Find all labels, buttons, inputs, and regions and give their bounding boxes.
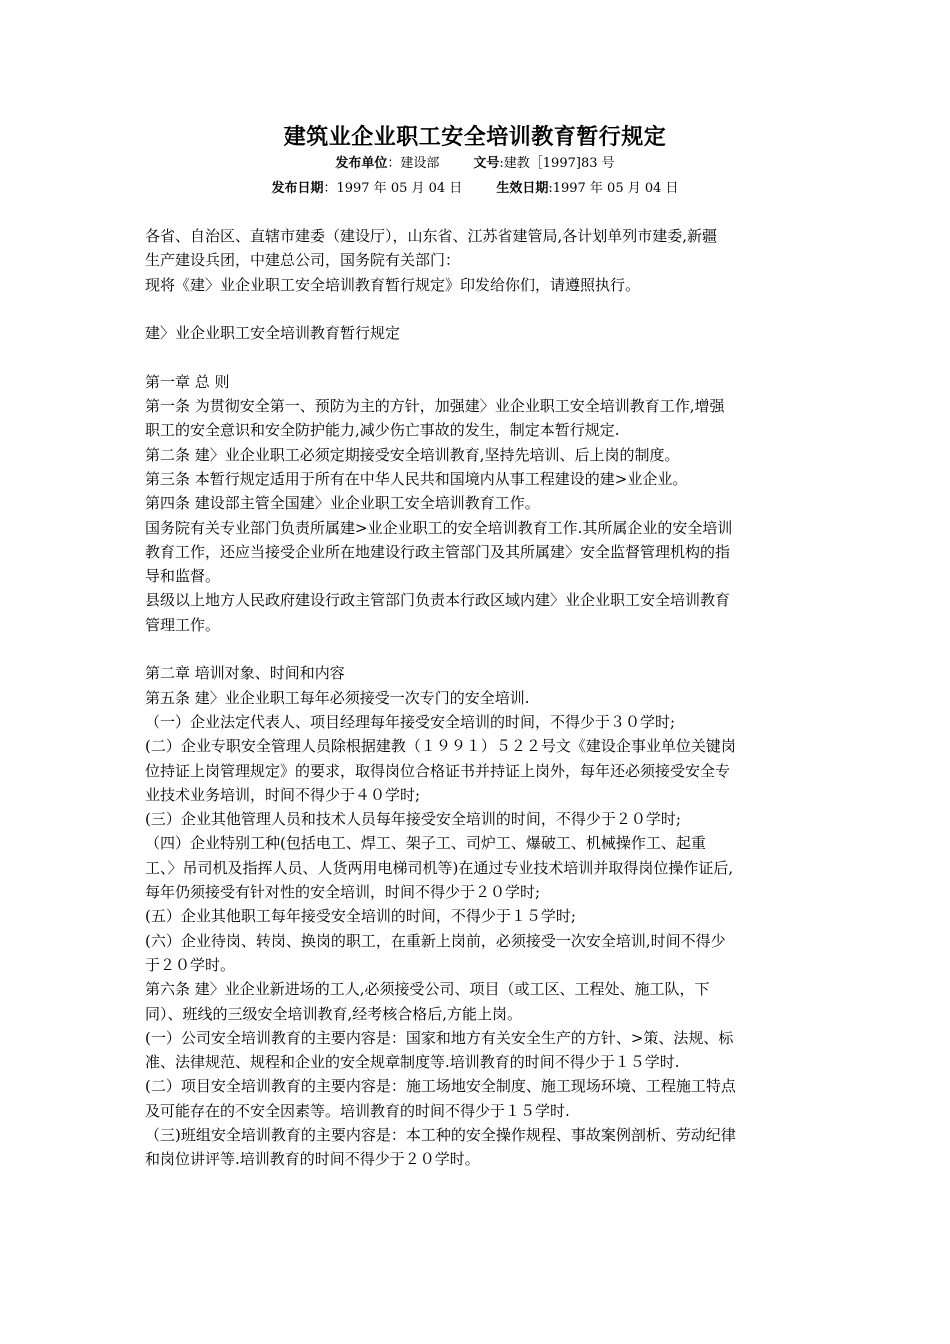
effdate-value: :1997 年 05 月 04 日 (548, 181, 679, 196)
text-line: 位持证上岗管理规定》的要求，取得岗位合格证书并持证上岗外，每年还必须接受安全专 (145, 761, 731, 780)
text-line: (二）企业专职安全管理人员除根据建教（１９９１）５２２号文《建设企事业单位关键岗 (145, 737, 736, 756)
text-line: 第三条 本暂行规定适用于所有在中华人民共和国境内从事工程建设的建>业企业。 (145, 469, 688, 488)
blank-line (145, 297, 817, 321)
document-body (145, 224, 817, 1172)
text-line: 业技术业务培训，时间不得少于４０学时; (145, 785, 421, 804)
text-line: （三)班组安全培训教育的主要内容是：本工种的安全操作规程、事故案例剖析、劳动纪律 (145, 1125, 736, 1144)
text-line: 工、〉吊司机及指挥人员、人货两用电梯司机等)在通过专业技术培训并取得岗位操作证后, (145, 858, 734, 877)
text-line: 第二条 建〉业企业职工必须定期接受安全培训教育,坚持先培训、后上岗的制度。 (145, 445, 680, 464)
pubdate-label: 发布日期 (271, 181, 324, 196)
text-line: （一）企业法定代表人、项目经理每年接受安全培训的时间，不得少于３０学时; (145, 712, 676, 731)
text-line: (五）企业其他职工每年接受安全培训的时间，不得少于１５学时; (145, 907, 576, 926)
text-line: 生产建设兵团，中建总公司，国务院有关部门： (145, 251, 461, 270)
text-line: (六）企业待岗、转岗、换岗的职工，在重新上岗前，必须接受一次安全培训,时间不得少 (145, 931, 726, 950)
text-line: (三）企业其他管理人员和技术人员每年接受安全培训的时间，不得少于２０学时; (145, 810, 681, 829)
docno-value: :建教［1997]83 号 (499, 156, 615, 171)
text-line: 同）、班线的三级安全培训教育,经考核合格后,方能上岗。 (145, 1004, 523, 1023)
text-line: 县级以上地方人民政府建设行政主管部门负责本行政区域内建〉业企业职工安全培训教育 (145, 591, 731, 610)
text-line: 和岗位讲评等.培训教育的时间不得少于２０学时。 (145, 1150, 480, 1169)
text-line: 导和监督。 (145, 567, 221, 586)
text-line: 每年仍须接受有针对性的安全培训，时间不得少于２０学时; (145, 883, 541, 902)
text-line: (一）公司安全培训教育的主要内容是：国家和地方有关安全生产的方针、>策、法规、标 (145, 1028, 734, 1047)
document-title: 建筑业企业职工安全培训教育暂行规定 (283, 124, 667, 150)
text-line: 第六条 建〉业企业新进场的工人,必须接受公司、项目（或工区、工程处、施工队，下 (145, 980, 710, 999)
text-line: (二）项目安全培训教育的主要内容是：施工场地安全制度、施工现场环境、工程施工特点 (145, 1077, 736, 1096)
text-line: 职工的安全意识和安全防护能力,减少伤亡事故的发生，制定本暂行规定. (145, 421, 620, 440)
text-line: 现将《建〉业企业职工安全培训教育暂行规定》印发给你们，请遵照执行。 (145, 275, 641, 294)
text-line: 管理工作。 (145, 615, 221, 634)
text-line: 教育工作，还应当接受企业所在地建设行政主管部门及其所属建〉安全监督管理机构的指 (145, 542, 731, 561)
text-line: 及可能存在的不安全因素等。培训教育的时间不得少于１５学时. (145, 1101, 570, 1120)
text-line: 第五条 建〉业企业职工每年必须接受一次专门的安全培训. (145, 688, 530, 707)
text-line: 国务院有关专业部门负责所属建>业企业职工的安全培训教育工作.其所属企业的安全培训 (145, 518, 733, 537)
text-line: 于２０学时。 (145, 955, 236, 974)
text-line: 各省、自治区、直辖市建委（建设厅），山东省、江苏省建管局,各计划单列市建委,新疆 (145, 227, 718, 245)
text-line: （四）企业特别工种(包括电工、焊工、架子工、司炉工、爆破工、机械操作工、起重 (145, 834, 706, 853)
effdate-label: 生效日期 (496, 181, 549, 196)
text-line: 第一条 为贯彻安全第一、预防为主的方针，加强建〉业企业职工安全培训教育工作,增强 (145, 397, 725, 416)
blank-line (145, 637, 817, 661)
text-line: 准、法律规范、规程和企业的安全规章制度等.培训教育的时间不得少于１５学时. (145, 1053, 680, 1072)
docno-label: 文号 (473, 156, 500, 171)
text-line: 第一章 总 则 (145, 372, 230, 391)
meta-row-dates (0, 177, 950, 196)
meta-row-publisher (0, 152, 950, 171)
pubdate-value: ：1997 年 05 月 04 日 (323, 181, 463, 196)
publisher-label: 发布单位 (335, 156, 388, 171)
text-line: 第二章 培训对象、时间和内容 (145, 664, 345, 683)
text-line: 第四条 建设部主管全国建〉业企业职工安全培训教育工作。 (145, 494, 540, 513)
blank-line (145, 345, 817, 369)
text-line: 建〉业企业职工安全培训教育暂行规定 (145, 324, 401, 343)
publisher-value: ：建设部 (387, 156, 440, 171)
